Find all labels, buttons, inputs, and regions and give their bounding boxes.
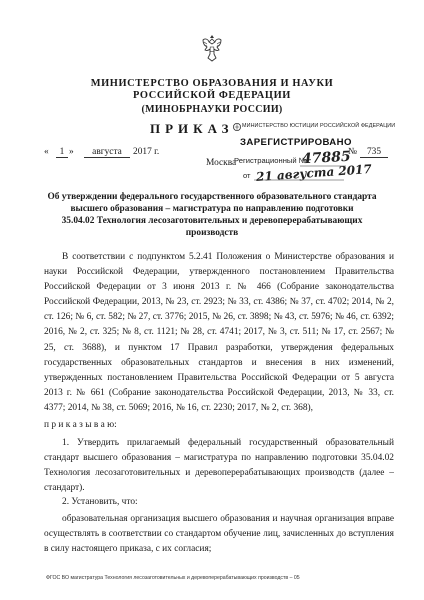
stamp-reg-number: 47885	[301, 148, 352, 168]
order-word: п р и к а з ы в а ю:	[44, 420, 117, 430]
stamp-reg-number-label: Регистрационный №	[234, 156, 307, 165]
item-2-text: образовательная организация высшего образования и научная организация вправе осуществлять в соответствии со стандартом обучение лиц, зачисленных до вступления в силу настоящего приказа, с их согласия;	[44, 514, 394, 555]
stamp-ministry-name: МИНИСТЕРСТВО ЮСТИЦИИ РОССИЙСКОЙ ФЕДЕРАЦИИ	[242, 123, 396, 129]
page-footer: ФГОС ВО магистратура Технология лесозаготовительных и деревоперерабатывающих производств – 05	[46, 575, 300, 581]
item-2-heading: 2. Установить, что:	[62, 497, 138, 507]
ministry-name-line2: РОССИЙСКОЙ ФЕДЕРАЦИИ	[133, 90, 291, 101]
city-name: Москва	[206, 158, 237, 168]
order-title-line1: Об утверждении федерального государственного образовательного стандарта	[47, 192, 377, 202]
order-title-line3: 35.04.02 Технология лесозаготовительных и деревоперерабатывающих	[61, 216, 363, 226]
date-quote-close: »	[69, 147, 74, 157]
order-number: 735	[360, 147, 388, 158]
date-year: 2017 г.	[133, 147, 160, 157]
stamp-registered-text: ЗАРЕГИСТРИРОВАНО	[240, 137, 352, 148]
order-title-line2: высшего образования – магистратура по направлению подготовки	[70, 204, 354, 214]
ministry-name-line1: МИНИСТЕРСТВО ОБРАЗОВАНИЯ И НАУКИ	[90, 78, 334, 89]
date-month: августа	[84, 147, 130, 158]
item-1-paragraph: 1. Утвердить прилагаемый федеральный государственный образовательный стандарт высшего образования – магистратура по направлению подготовки 35.04.02 Технология лесозаготовительных и деревоперерабатывающих производств (далее – стандарт).	[44, 438, 394, 494]
document-type-title: ПРИКАЗ	[150, 121, 234, 136]
date-quote-open: «	[44, 147, 49, 157]
stamp-underlines	[228, 122, 364, 184]
coat-of-arms-emblem	[200, 34, 224, 62]
order-title-line4: производств	[185, 228, 239, 238]
stamp-date-prefix: от	[243, 171, 251, 180]
order-number-sign: №	[348, 147, 357, 157]
ministry-short-name: (МИНОБРНАУКИ РОССИИ)	[141, 104, 283, 115]
preamble-paragraph: В соответствии с подпунктом 5.2.41 Положения о Министерстве образования и науки Российской Федерации, утвержденного постановлением Правительства Российской Федерации от 3 июня 2013 г. № 466 (Собрание законодательства Российской Федерации, 2013, № 23, ст. 2923; № 33, ст. 4386; № 37, ст. 4702; 2014, № 2, ст. 126; № 6, ст. 582; № 27, ст. 3776; 2015, № 26, ст. 3898; № 43, ст. 5976; № 46, ст. 6392; 2016, № 2, ст. 325; № 8, ст. 1121; № 28, ст. 4741; 2017, № 3, ст. 511; № 17, ст. 2567; № 25, ст. 3688), и пунктом 17 Правил разработки, утверждения федеральных государственных образовательных стандартов и внесения в них изменений, утвержденных постановлением Правительства Российской Федерации от 5 августа 2013 г. № 661 (Собрание законодательства Российской Федерации, 2013, № 33, ст. 4377; 2014, № 38, ст. 5069; 2016, № 16, ст. 2230; 2017, № 2, ст. 368),	[44, 252, 394, 413]
stamp-date: 21 августа 2017	[255, 161, 373, 185]
date-day: 1	[56, 147, 68, 158]
